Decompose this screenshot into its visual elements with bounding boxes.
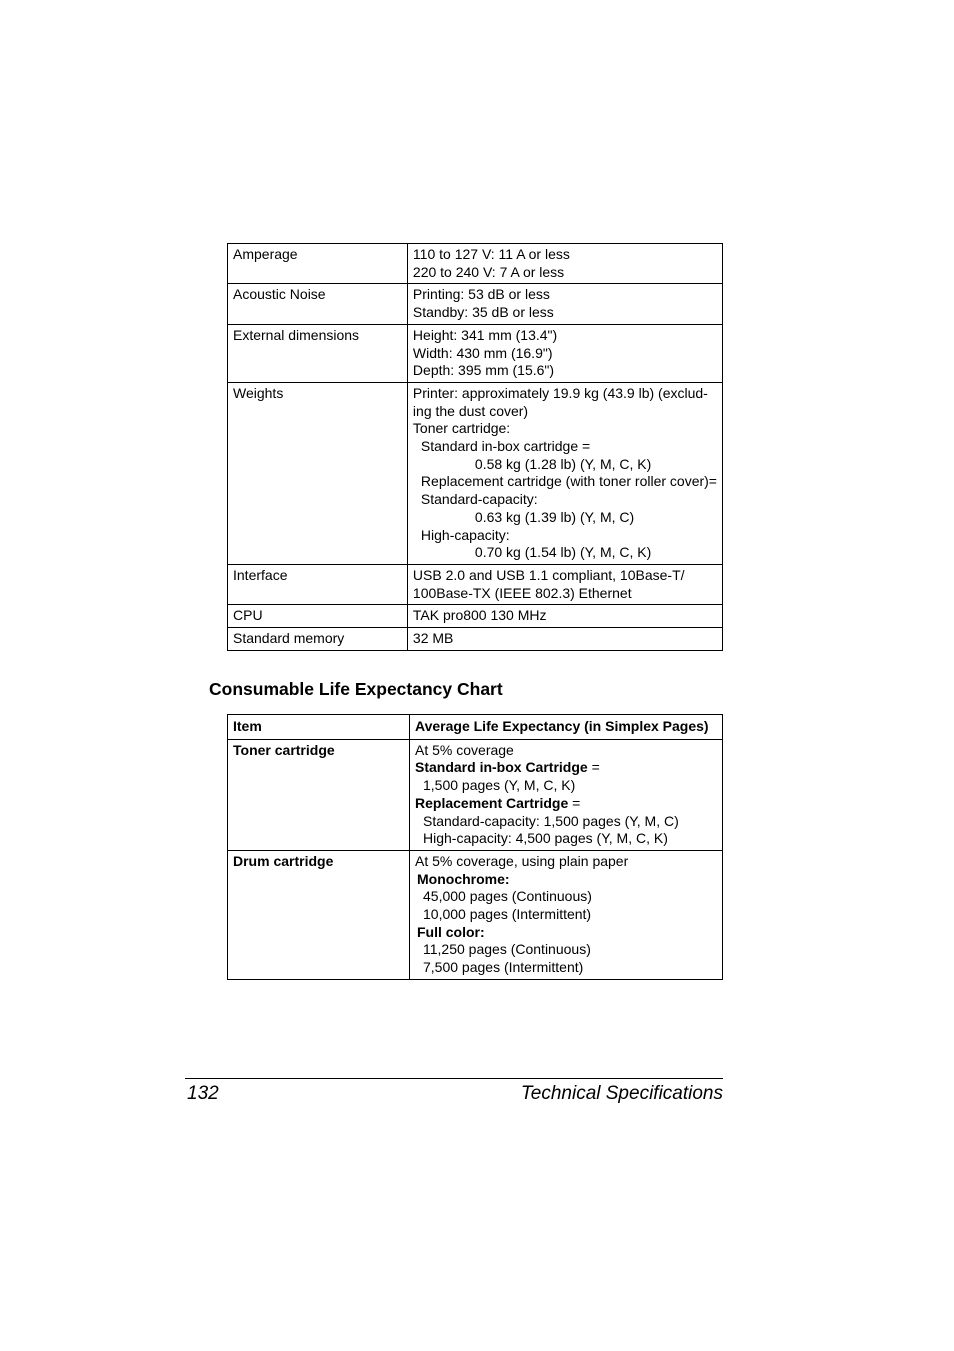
item-toner-cartridge: Toner cartridge	[228, 739, 410, 850]
spec-label: Interface	[228, 564, 408, 604]
standard-cartridge-line	[415, 759, 717, 777]
spec-label: Weights	[228, 382, 408, 564]
table-row	[228, 382, 723, 564]
spec-line: ing the dust cover)	[412, 402, 529, 419]
spec-line: 100Base-TX (IEEE 802.3) Ethernet	[412, 584, 632, 601]
spec-line: 32 MB	[412, 630, 454, 647]
spec-value	[407, 605, 722, 628]
spec-line: Standard in-box cartridge =	[420, 438, 591, 455]
column-header-item: Item	[228, 715, 410, 740]
table-row	[228, 605, 723, 628]
spec-line: Height: 341 mm (13.4")	[412, 326, 558, 343]
spec-label: External dimensions	[228, 324, 408, 382]
spec-line: Printer: approximately 19.9 kg (43.9 lb) (exclud-	[412, 384, 708, 401]
coverage-text: At 5% coverage	[415, 741, 514, 758]
standard-cartridge-label: Standard in-box Cartridge	[415, 759, 588, 776]
spec-line: 0.70 kg (1.54 lb) (Y, M, C, K)	[474, 544, 652, 561]
spec-value	[407, 244, 722, 284]
spec-table	[227, 243, 723, 651]
table-row	[228, 284, 723, 324]
color-continuous: 11,250 pages (Continuous)	[423, 941, 591, 958]
drum-life-details	[410, 850, 723, 979]
spec-line: TAK pro800 130 MHz	[412, 607, 547, 624]
spec-line: Depth: 395 mm (15.6")	[412, 362, 555, 379]
page-number: 132	[187, 1083, 219, 1104]
spec-label: Acoustic Noise	[228, 284, 408, 324]
spec-label: Amperage	[228, 244, 408, 284]
spec-line: Width: 430 mm (16.9")	[412, 344, 553, 361]
equals-sign: =	[587, 759, 600, 776]
spec-label: Standard memory	[228, 628, 408, 651]
spec-label: CPU	[228, 605, 408, 628]
monochrome-label: Monochrome:	[417, 870, 510, 887]
full-color-label: Full color:	[417, 923, 485, 940]
spec-line: 220 to 240 V: 7 A or less	[412, 263, 565, 280]
color-intermittent: 7,500 pages (Intermittent)	[423, 959, 584, 976]
spec-line: 0.58 kg (1.28 lb) (Y, M, C, K)	[474, 455, 652, 472]
spec-value	[407, 324, 722, 382]
spec-line: Replacement cartridge (with toner roller cover)=	[420, 473, 717, 490]
footer-chapter-title: Technical Specifications	[520, 1083, 723, 1104]
spec-line: USB 2.0 and USB 1.1 compliant, 10Base-T/	[412, 566, 685, 583]
table-row	[228, 564, 723, 604]
replacement-cartridge-label: Replacement Cartridge	[415, 794, 569, 811]
item-drum-cartridge: Drum cartridge	[228, 850, 410, 979]
spec-line: Standard-capacity:	[420, 491, 538, 508]
coverage-text: At 5% coverage, using plain paper	[415, 852, 629, 869]
spec-value	[407, 284, 722, 324]
spec-value	[407, 628, 722, 651]
spec-line: Printing: 53 dB or less	[412, 286, 550, 303]
spec-value	[407, 564, 722, 604]
spec-line: High-capacity:	[420, 526, 510, 543]
replacement-high-capacity: High-capacity: 4,500 pages (Y, M, C, K)	[423, 830, 668, 847]
spec-line: 110 to 127 V: 11 A or less	[412, 246, 570, 262]
mono-intermittent: 10,000 pages (Intermittent)	[423, 906, 592, 923]
replacement-cartridge-line	[415, 795, 717, 813]
replacement-standard-capacity: Standard-capacity: 1,500 pages (Y, M, C)	[423, 812, 679, 829]
spec-line: Standby: 35 dB or less	[412, 304, 554, 321]
standard-pages: 1,500 pages (Y, M, C, K)	[423, 777, 576, 794]
spec-line: Toner cartridge:	[412, 420, 511, 437]
table-row	[228, 244, 723, 284]
spec-line: 0.63 kg (1.39 lb) (Y, M, C)	[474, 508, 635, 525]
footer-divider	[185, 1078, 723, 1079]
table-row	[228, 628, 723, 651]
column-header-life-expectancy: Average Life Expectancy (in Simplex Pages)	[410, 715, 723, 740]
section-heading: Consumable Life Expectancy Chart	[209, 679, 503, 699]
table-header-row	[228, 715, 723, 740]
table-row-toner	[228, 739, 723, 850]
spec-value	[407, 382, 722, 564]
mono-continuous: 45,000 pages (Continuous)	[423, 888, 592, 905]
equals-sign: =	[568, 794, 581, 811]
consumable-table	[227, 714, 723, 980]
table-row-drum	[228, 850, 723, 979]
table-row	[228, 324, 723, 382]
toner-life-details	[410, 739, 723, 850]
